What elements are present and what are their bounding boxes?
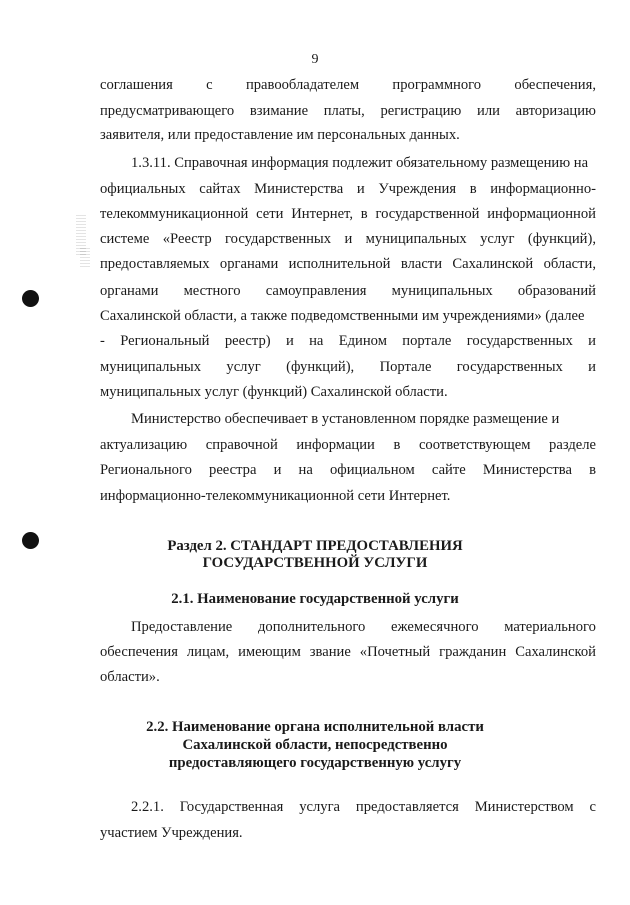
text-line: Регионального реестра и на официальном сайте Министерства в <box>100 462 596 478</box>
paragraph-first-line: Предоставление дополнительного ежемесячного материального <box>131 619 596 635</box>
text-line: муниципальных услуг (функций), Портале государственных и <box>100 359 596 375</box>
text-line: телекоммуникационной сети Интернет, в государственной информационной <box>100 206 596 222</box>
text-line: информационно-телекоммуникационной сети Интернет. <box>100 488 451 504</box>
paragraph-first-line: Министерство обеспечивает в установленном порядке размещение и <box>131 411 560 427</box>
subsection-title: 2.2. Наименование органа исполнительной власти <box>146 719 484 735</box>
text-line: обеспечения лицам, имеющим звание «Почетный гражданин Сахалинской <box>100 644 596 660</box>
section-title: Раздел 2. СТАНДАРТ ПРЕДОСТАВЛЕНИЯ <box>167 538 463 554</box>
subsection-title: Сахалинской области, непосредственно <box>182 737 448 753</box>
text-line: соглашения с правообладателем программного обеспечения, <box>100 77 596 93</box>
text-line: актуализацию справочной информации в соответствующем разделе <box>100 437 596 453</box>
punch-hole <box>22 290 39 307</box>
text-line: участием Учреждения. <box>100 825 243 841</box>
scan-noise <box>80 248 90 268</box>
text-line: предоставляемых органами исполнительной власти Сахалинской области, <box>100 256 596 272</box>
page-number: 9 <box>311 52 319 67</box>
text-line: органами местного самоуправления муниципальных образований <box>100 283 596 299</box>
section-title: ГОСУДАРСТВЕННОЙ УСЛУГИ <box>202 555 428 571</box>
subsection-title: предоставляющего государственную услугу <box>168 755 462 771</box>
text-line: заявителя, или предоставление им персональных данных. <box>100 127 460 143</box>
paragraph-first-line: 1.3.11. Справочная информация подлежит обязательному размещению на <box>131 155 589 171</box>
text-line: - Региональный реестр) и на Едином портале государственных и <box>100 333 596 349</box>
text-line: официальных сайтах Министерства и Учреждения в информационно- <box>100 181 596 197</box>
text-line: муниципальных услуг (функций) Сахалинской области. <box>100 384 448 400</box>
text-line: области». <box>100 669 160 685</box>
subsection-title: 2.1. Наименование государственной услуги <box>171 591 459 607</box>
text-line: Сахалинской области, а также подведомственными им учреждениями» (далее <box>100 308 585 324</box>
paragraph-first-line: 2.2.1. Государственная услуга предоставляется Министерством с <box>131 799 596 815</box>
text-line: системе «Реестр государственных и муниципальных услуг (функций), <box>100 231 596 247</box>
text-line: предусматривающего взимание платы, регистрацию или авторизацию <box>100 103 596 119</box>
